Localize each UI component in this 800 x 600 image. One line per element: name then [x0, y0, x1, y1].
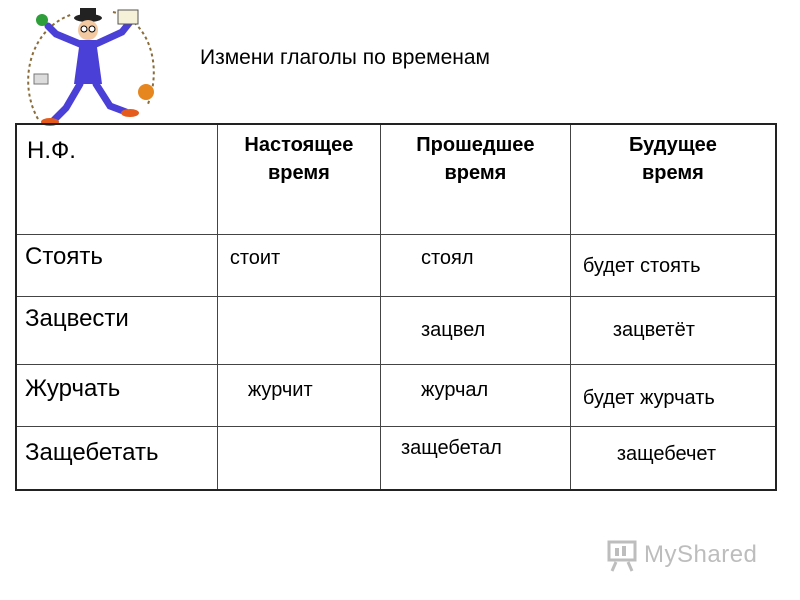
past-form: защебетал	[400, 436, 502, 459]
infinitive-text: Зацвести	[25, 304, 129, 332]
past-form: журчал	[420, 378, 489, 401]
future-form: будет стоять	[582, 254, 701, 277]
past-cell	[380, 234, 570, 296]
past-form: стоял	[420, 246, 474, 269]
infinitive-cell	[16, 234, 217, 296]
present-form: журчит	[247, 378, 313, 401]
infinitive-cell	[16, 426, 217, 490]
future-form: будет журчать	[582, 386, 715, 409]
infinitive-cell	[16, 296, 217, 364]
future-cell	[570, 426, 776, 490]
future-form: защебечет	[616, 442, 716, 465]
header-cell-past	[380, 124, 570, 234]
future-cell	[570, 296, 776, 364]
header-infinitive: Н.Ф.	[27, 137, 76, 164]
table-row	[16, 234, 776, 296]
infinitive-text: Защебетать	[25, 438, 159, 466]
header-cell-infinitive	[16, 124, 217, 234]
past-form: зацвел	[420, 318, 486, 341]
past-cell	[380, 426, 570, 490]
myshared-logo	[606, 538, 766, 572]
present-form: стоит	[229, 246, 281, 269]
table-header-row	[16, 124, 776, 234]
present-cell	[217, 296, 380, 364]
header-cell-future	[570, 124, 776, 234]
header-present: Настоящее время	[244, 134, 354, 184]
table-row	[16, 296, 776, 364]
header-future: Будущее время	[628, 134, 717, 184]
mascot-illustration	[18, 4, 168, 136]
present-cell	[217, 426, 380, 490]
header-cell-present	[217, 124, 380, 234]
future-cell	[570, 364, 776, 426]
future-cell	[570, 234, 776, 296]
past-cell	[380, 296, 570, 364]
logo-text: MyShared	[644, 541, 758, 568]
table-row	[16, 364, 776, 426]
infinitive-text: Стоять	[25, 242, 103, 270]
past-cell	[380, 364, 570, 426]
presentation-board-icon	[606, 538, 640, 572]
present-cell	[217, 364, 380, 426]
future-form: зацветёт	[612, 318, 695, 341]
page-title: Измени глаголы по временам	[200, 46, 490, 69]
infinitive-text: Журчать	[25, 374, 121, 402]
infinitive-cell	[16, 364, 217, 426]
header-past: Прошедшее время	[416, 134, 535, 184]
present-cell	[217, 234, 380, 296]
table-row	[16, 426, 776, 490]
verb-tense-table	[15, 123, 777, 491]
